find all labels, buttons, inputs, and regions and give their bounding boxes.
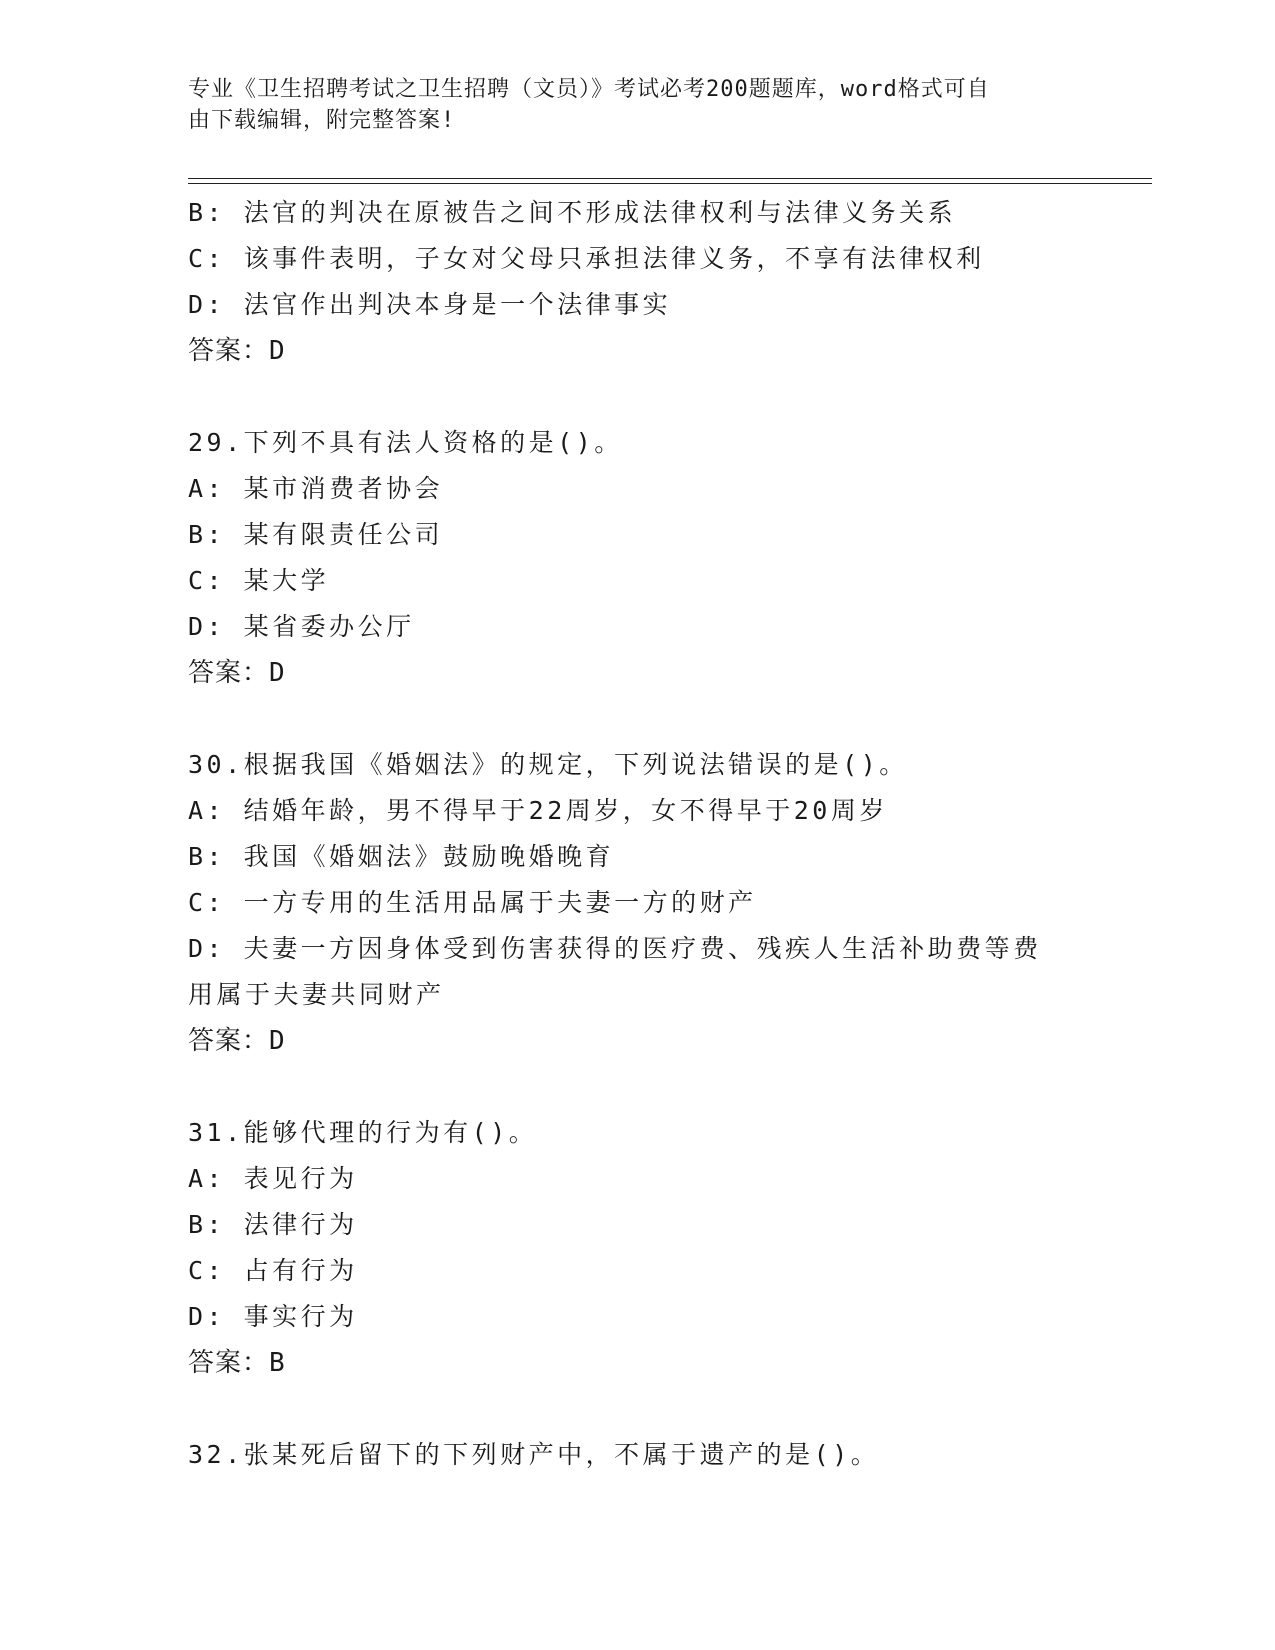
answer-line: [188, 1018, 1088, 1064]
answer-value: D: [269, 658, 286, 688]
option-a: A: 表见行为: [188, 1164, 358, 1193]
option-d: D: 夫妻一方因身体受到伤害获得的医疗费、残疾人生活补助费等费用属于夫妻共同财产: [188, 934, 1042, 1009]
header-divider-top: [188, 178, 1152, 179]
question-29: [188, 420, 1088, 696]
header-divider-bottom: [188, 183, 1152, 184]
question-stem: 32.张某死后留下的下列财产中，不属于遗产的是()。: [188, 1440, 880, 1469]
answer-line: [188, 328, 1088, 374]
option-d: D: 事实行为: [188, 1302, 358, 1331]
option-d: D: 某省委办公厅: [188, 612, 415, 641]
option-c: C: 一方专用的生活用品属于夫妻一方的财产: [188, 888, 757, 917]
option-c: C: 占有行为: [188, 1256, 358, 1285]
question-stem: 31.能够代理的行为有()。: [188, 1118, 538, 1147]
option-b: B: 某有限责任公司: [188, 520, 444, 549]
option-b: B: 我国《婚姻法》鼓励晚婚晚育: [188, 842, 615, 871]
answer-value: D: [269, 336, 286, 366]
question-28-continued: [188, 190, 1088, 374]
option-c: C: 该事件表明，子女对父母只承担法律义务，不享有法律权利: [188, 244, 985, 273]
option-d: D: 法官作出判决本身是一个法律事实: [188, 290, 672, 319]
question-stem: 30.根据我国《婚姻法》的规定，下列说法错误的是()。: [188, 750, 908, 779]
header-line-2: 由下载编辑，附完整答案!: [188, 108, 456, 133]
answer-value: B: [269, 1348, 286, 1378]
option-c: C: 某大学: [188, 566, 330, 595]
answer-line: [188, 1340, 1088, 1386]
question-stem: 29.下列不具有法人资格的是()。: [188, 428, 623, 457]
option-b: B: 法律行为: [188, 1210, 358, 1239]
answer-label: 答案：: [188, 336, 270, 366]
answer-line: [188, 650, 1088, 696]
option-b: B: 法官的判决在原被告之间不形成法律权利与法律义务关系: [188, 198, 957, 227]
option-a: A: 结婚年龄，男不得早于22周岁，女不得早于20周岁: [188, 796, 888, 825]
document-header: [188, 74, 1068, 136]
question-32: [188, 1432, 1088, 1478]
header-line-1: 专业《卫生招聘考试之卫生招聘（文员）》考试必考200题题库，word格式可自: [188, 77, 990, 102]
question-30: [188, 742, 1088, 1064]
answer-value: D: [269, 1026, 286, 1056]
question-list: [188, 190, 1088, 1478]
answer-label: 答案：: [188, 1026, 270, 1056]
answer-label: 答案：: [188, 1348, 270, 1378]
question-31: [188, 1110, 1088, 1386]
answer-label: 答案：: [188, 658, 270, 688]
option-a: A: 某市消费者协会: [188, 474, 444, 503]
